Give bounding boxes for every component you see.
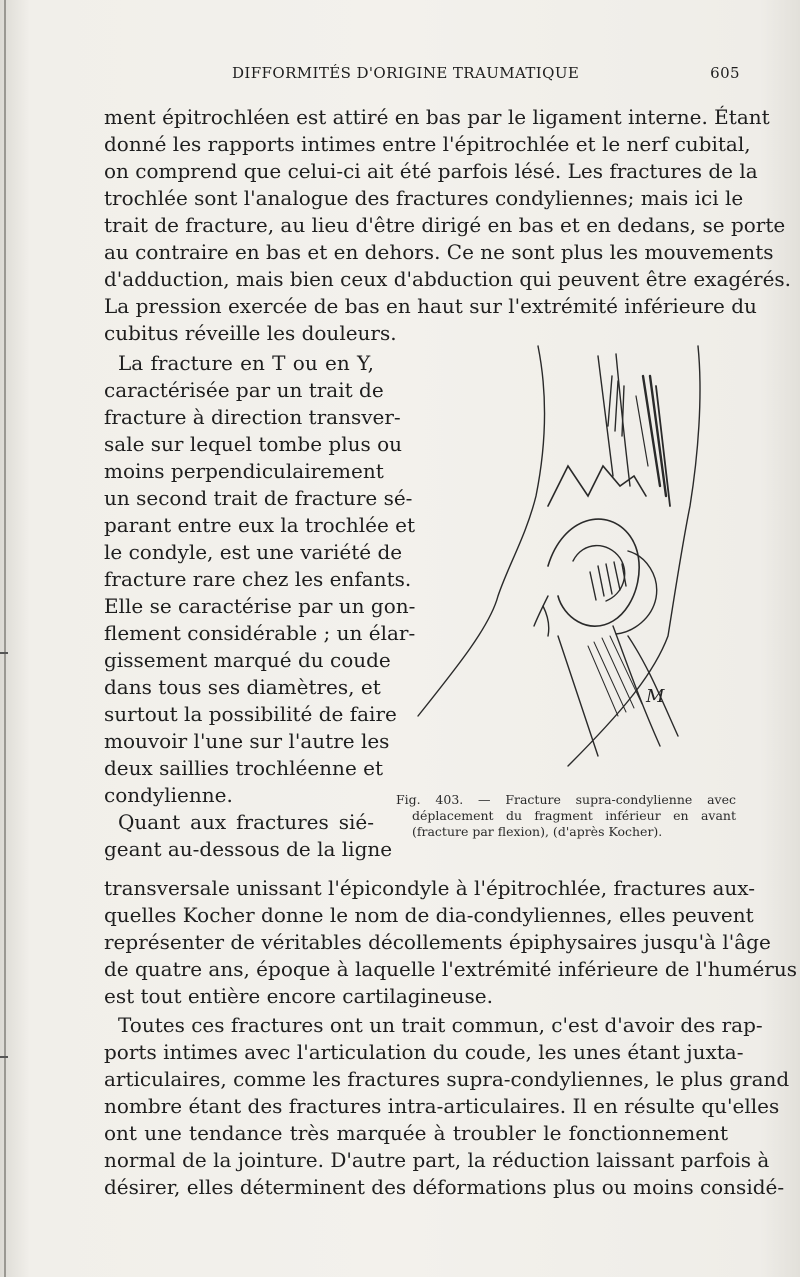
text-line: représenter de véritables décollements épiphysaires jusqu'à l'âge [104,930,771,954]
text-line: au contraire en bas et en dehors. Ce ne sont plus les mouvements [104,240,774,264]
text-line: quelles Kocher donne le nom de dia-condyliennes, elles peuvent [104,903,754,927]
text-line: surtout la possibilité de faire [104,702,397,726]
text-line: mouvoir l'une sur l'autre les [104,729,390,753]
text-line: La pression exercée de bas en haut sur l'extrémité inférieure du [104,294,757,318]
figure-caption [396,792,736,840]
text-line: caractérisée par un trait de [104,378,384,402]
text-line: le condyle, est une variété de [104,540,403,564]
text-line: sale sur lequel tombe plus ou [104,432,403,456]
text-line: est tout entière encore cartilagineuse. [104,984,493,1008]
text-line: parant entre eux la trochlée et [104,513,416,537]
header-title: DIFFORMITÉS D'ORIGINE TRAUMATIQUE [232,64,580,82]
text-line: trait de fracture, au lieu d'être dirigé en bas et en dedans, se porte [104,213,786,237]
text-line: un second trait de fracture sé- [104,486,413,510]
margin-mark [0,1056,8,1058]
text-line: gissement marqué du coude [104,648,391,672]
margin-mark [0,652,8,654]
text-line: donné les rapports intimes entre l'épitrochlée et le nerf cubital, [104,132,751,156]
figure-label: M [646,686,665,707]
text-line: transversale unissant l'épicondyle à l'épitrochlée, fractures aux- [104,876,755,900]
text-line: Toutes ces fractures ont un trait commun, c'est d'avoir des rap- [118,1013,763,1037]
text-line: geant au-dessous de la ligne [104,837,393,861]
caption-line: déplacement du fragment inférieur en avant [412,808,736,823]
text-line: ont une tendance très marquée à troubler le fonctionnement [104,1121,728,1145]
text-line: de quatre ans, époque à laquelle l'extrémité inférieure de l'humérus [104,957,797,981]
text-line: articulaires, comme les fractures supra-condyliennes, le plus grand [104,1067,790,1091]
text-line: fracture à direction transver- [104,405,401,429]
text-line: d'adduction, mais bien ceux d'abduction qui peuvent être exagérés. [104,267,792,291]
elbow-fracture-illustration [398,336,730,788]
text-line: nombre étant des fractures intra-articulaires. Il en résulte qu'elles [104,1094,780,1118]
text-line: Elle se caractérise par un gon- [104,594,416,618]
text-line: deux saillies trochléenne et [104,756,384,780]
text-line: condylienne. [104,783,233,807]
text-line: moins perpendiculairement [104,459,384,483]
text-line: Quant aux fractures sié- [118,810,374,834]
text-line: ports intimes avec l'articulation du coude, les unes étant juxta- [104,1040,744,1064]
text-line: trochlée sont l'analogue des fractures condyliennes; mais ici le [104,186,744,210]
text-line: désirer, elles déterminent des déformations plus ou moins considé- [104,1175,785,1199]
text-line: La fracture en T ou en Y, [118,351,374,375]
caption-line: (fracture par flexion), (d'après Kocher). [412,824,663,839]
text-line: flement considérable ; un élar- [104,621,416,645]
text-line: ment épitrochléen est attiré en bas par le ligament interne. Étant [104,105,770,129]
caption-line: Fig. 403. — Fracture supra-condylienne avec [396,792,736,807]
page-edge [4,0,6,1277]
page-number: 605 [710,64,740,82]
text-line: cubitus réveille les douleurs. [104,321,397,345]
text-line: normal de la jointure. D'autre part, la réduction laissant parfois à [104,1148,770,1172]
text-line: fracture rare chez les enfants. [104,567,412,591]
text-line: dans tous ses diamètres, et [104,675,381,699]
text-line: on comprend que celui-ci ait été parfois lésé. Les fractures de la [104,159,758,183]
